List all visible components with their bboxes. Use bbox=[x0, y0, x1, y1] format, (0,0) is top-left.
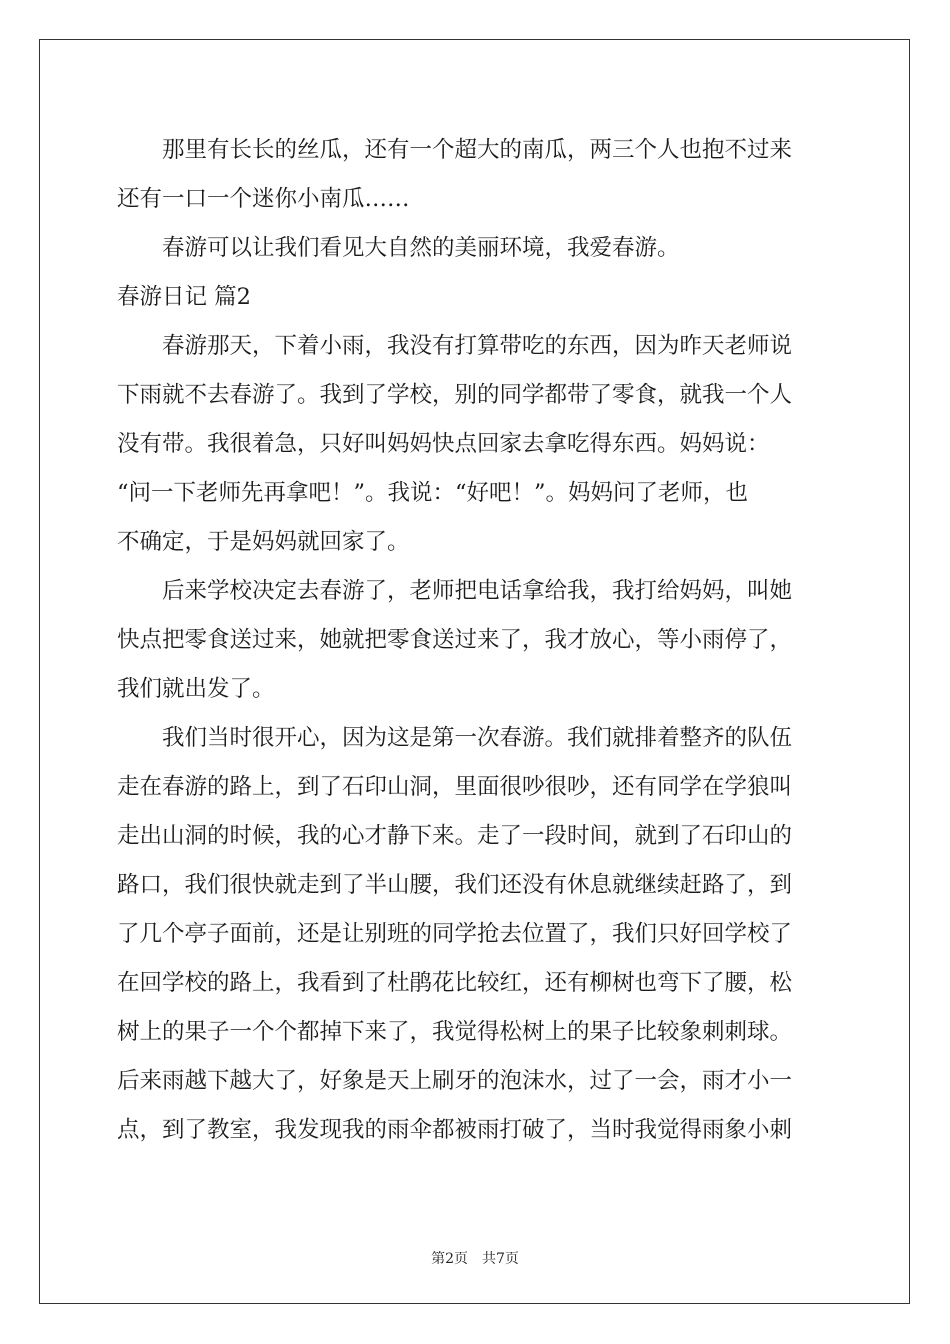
text-line: 春游那天，下着小雨，我没有打算带吃的东西，因为昨天老师说 bbox=[162, 333, 793, 359]
text-line: 后来雨越下越大了，好象是天上刷牙的泡沫水，过了一会，雨才小一 bbox=[117, 1068, 793, 1094]
page-number: 第2页 共7页 bbox=[431, 1251, 519, 1267]
text-line: 那里有长长的丝瓜，还有一个超大的南瓜，两三个人也抱不过来 bbox=[162, 137, 793, 163]
text-line: 还有一口一个迷你小南瓜…… bbox=[117, 186, 410, 212]
document-body bbox=[117, 126, 837, 1155]
paragraph bbox=[117, 567, 837, 714]
text-line: 走在春游的路上，到了石印山洞，里面很吵很吵，还有同学在学狼叫 bbox=[117, 774, 793, 800]
text-line: 树上的果子一个个都掉下来了，我觉得松树上的果子比较象刺刺球。 bbox=[117, 1019, 793, 1045]
text-line: 点，到了教室，我发现我的雨伞都被雨打破了，当时我觉得雨象小刺 bbox=[117, 1117, 793, 1143]
paragraph bbox=[117, 126, 837, 224]
text-line: 没有带。我很着急，只好叫妈妈快点回家去拿吃得东西。妈妈说： bbox=[117, 431, 770, 457]
text-line: 我们当时很开心，因为这是第一次春游。我们就排着整齐的队伍 bbox=[162, 725, 793, 751]
text-line: 后来学校决定去春游了，老师把电话拿给我，我打给妈妈，叫她 bbox=[162, 578, 793, 604]
section-heading: 春游日记 篇2 bbox=[117, 284, 251, 310]
text-line: 下雨就不去春游了。我到了学校，别的同学都带了零食，就我一个人 bbox=[117, 382, 793, 408]
paragraph bbox=[117, 322, 837, 567]
text-line: 路口，我们很快就走到了半山腰，我们还没有休息就继续赶路了，到 bbox=[117, 872, 793, 898]
text-line: 春游可以让我们看见大自然的美丽环境，我爱春游。 bbox=[162, 235, 680, 261]
text-line: 我们就出发了。 bbox=[117, 676, 275, 702]
text-line: 了几个亭子面前，还是让别班的同学抢去位置了，我们只好回学校了 bbox=[117, 921, 793, 947]
paragraph bbox=[117, 224, 837, 273]
paragraph bbox=[117, 714, 837, 1155]
text-line: 不确定，于是妈妈就回家了。 bbox=[117, 529, 410, 555]
text-line: 走出山洞的时候，我的心才静下来。走了一段时间，就到了石印山的 bbox=[117, 823, 793, 849]
text-line: 在回学校的路上，我看到了杜鹃花比较红，还有柳树也弯下了腰，松 bbox=[117, 970, 793, 996]
text-line: 快点把零食送过来，她就把零食送过来了，我才放心，等小雨停了， bbox=[117, 627, 793, 653]
text-line: “问一下老师先再拿吧！”。我说：“好吧！”。妈妈问了老师，也 bbox=[117, 480, 749, 506]
